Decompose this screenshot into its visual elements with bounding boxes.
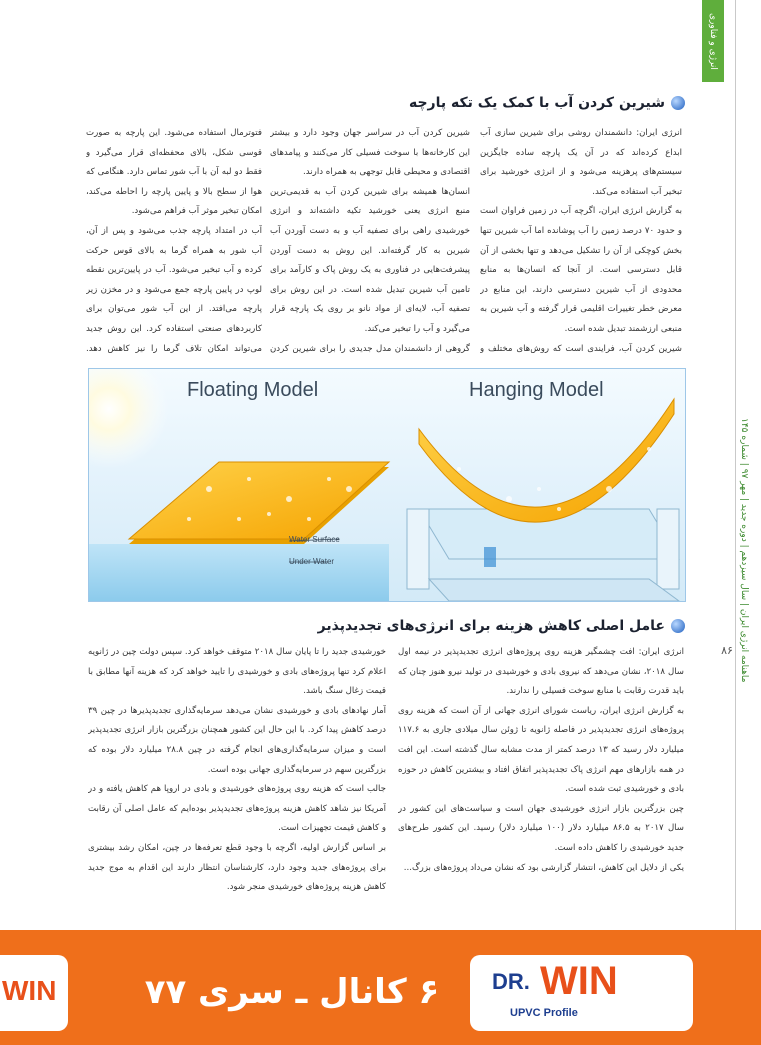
hanging-model-title: Hanging Model	[469, 379, 604, 401]
article1-column-left	[86, 124, 262, 358]
tank-right-wall	[657, 509, 679, 589]
left-logo-text: WIN	[2, 975, 57, 1006]
water-body	[89, 544, 389, 601]
article1-title: شیرین کردن آب با کمک یک تکه پارچه	[408, 95, 665, 111]
bullet-globe-icon	[671, 96, 685, 110]
floating-hanging-model-figure	[88, 368, 686, 602]
paragraph: خورشیدی جدید را تا پایان سال ۲۰۱۸ متوقف خواهد کرد. سپس دولت چین در ژانویه اعلام کرد تنها پروژه‌های بادی و خورشیدی را تایید خواهد کرد که هزینه آنها مطابق با قیمت زغال سنگ باشد.	[88, 647, 386, 697]
logo-prefix: DR.	[492, 969, 530, 994]
paragraph: شیرین کردن آب در سراسر جهان وجود دارد و بیشتر این کارخانه‌ها با سوخت فسیلی کار می‌کنند و پیامدهای اقتصادی و محیطی قابل توجهی به همراه دارند.	[270, 128, 470, 178]
paragraph: جالب است که هزینه روی پروژه‌های خورشیدی و بادی در اروپا هم کاهش یافته و در آمریکا نیز شاهد کاهش هزینه پروژه‌های تجدیدپذیر بوده‌ایم که عامل اصلی آن رقابت و کاهش قیمت تجهیزات است.	[88, 784, 386, 834]
paragraph: گروهی از دانشمندان مدل جدیدی را برای شیرین کردن	[270, 343, 470, 354]
paragraph: انرژی ایران: افت چشمگیر هزینه روی پروژه‌های انرژی تجدیدپذیر در نیمه اول سال ۲۰۱۸، نشان می‌دهد که نیروی بادی و خورشیدی در تولید نیرو هنوز چنان که باید قدرت رقابت با منابع سوخت فسیلی را ندارند.	[398, 647, 684, 697]
section-tab: انرژی و فناوری	[702, 0, 724, 82]
article2-column-right	[398, 643, 684, 925]
article1-column-right	[480, 124, 682, 358]
paragraph: به گزارش انرژی ایران، ریاست شورای انرژی جهانی از آن است که هزینه روی پروژه‌های انرژی تجدیدپذیر در فاصله ژانویه تا ژوئن سال میلادی جاری به ۱۱۷.۶ میلیارد دلار رسید که ۱۳ درصد کمتر از مدت مشابه سال گذشته است. این افت در همه بازارهای مهم انرژی پاک تجدیدپذیر اتفاق افتاد و بیشترین کاهش در حوزه بادی و خورشیدی ثبت شده است.	[398, 705, 684, 795]
sun-glare	[89, 369, 169, 469]
paragraph: آمار نهادهای بادی و خورشیدی نشان می‌دهد سرمایه‌گذاری تجدیدپذیرها در چین ۳۹ درصد کاهش پیدا کرد. با این حال این کشور همچنان بزرگترین بازار انرژی تجدیدپذیر است و میزان سرمایه‌گذاری‌های انجام گرفته در چین ۲۸.۸ میلیارد دلار بوده که بزرگترین سهم در سرمایه‌گذاری جهانی بوده است.	[88, 705, 386, 775]
logo-subtitle: UPVC Profile	[510, 1007, 578, 1019]
article2-column-left	[88, 643, 386, 925]
paragraph: انرژی ایران: دانشمندان روشی برای شیرین سازی آب ابداع کرده‌اند که در آن یک پارچه ساده جایگزین سیستم‌های پرهزینه می‌شود و از انرژی خورشید برای تبخیر آب استفاده می‌کند.	[480, 128, 682, 197]
magazine-issue-label: ماهنامه انرژی ایران | سال سیزدهم | دوره جدید | مهر ۹۷ | شماره ۱۴۵	[739, 417, 749, 683]
water-surface-label: Water Surface	[289, 535, 340, 544]
left-brand-logo	[0, 955, 68, 1031]
paragraph: بر اساس گزارش اولیه، اگرچه با وجود قطع تعرفه‌ها در چین، امکان رشد بیشتری برای پروژه‌های جدید وجود دارد، کارشناسان انتظار دارند این اقدام به موج جدید کاهش هزینه پروژه‌های خورشیدی منجر شود.	[88, 842, 386, 893]
article1-column-middle	[270, 124, 470, 358]
article2-title: عامل اصلی کاهش هزینه برای انرژی‌های تجدیدپذیر	[317, 618, 665, 634]
paragraph: شیرین کردن آب، فرایندی است که روش‌های مختلف و	[480, 343, 682, 354]
drwin-logo	[470, 955, 693, 1031]
bullet-globe-icon	[671, 619, 685, 633]
page-number: ۸۶	[721, 644, 733, 657]
paragraph: چین بزرگترین بازار انرژی خورشیدی جهان است و سیاست‌های این کشور در سال ۲۰۱۷ به ۸۶.۵ میلیارد دلار (۱۰۰ میلیارد دلار) رسید. این کشور طرح‌های جدید خورشیدی را کاهش داده است.	[398, 803, 684, 853]
model-illustration	[89, 369, 685, 601]
tank-base	[429, 579, 679, 601]
article1-heading	[300, 92, 685, 114]
article2-heading	[300, 615, 685, 637]
footer-slogan: ۶ کانال ـ سری ۷۷	[144, 972, 440, 1012]
paragraph: یکی از دلایل این کاهش، انتشار گزارشی بود که نشان می‌داد پروژه‌های بزرگ...	[403, 862, 684, 873]
logo-name: WIN	[540, 959, 618, 1003]
hanging-cloth	[419, 399, 674, 522]
under-water-label: Under Water	[289, 557, 335, 566]
paragraph: به گزارش انرژی ایران، اگرچه آب در زمین فراوان است و حدود ۷۰ درصد زمین را آب پوشانده اما آب شیرین تنها بخش کوچکی از آن را تشکیل می‌دهد و تنها بخشی از آن قابل دسترسی است. از آنجا که انسان‌ها به منابع محدودی از آب شیرین دسترسی دارند، این منابع در معرض خطر تغییرات اقلیمی قرار گرفته و آب شیرین به منبعی ارزشمند تبدیل شده است.	[480, 206, 682, 334]
paragraph: فتوترمال استفاده می‌شود. این پارچه به صورت قوسی شکل، بالای محفظه‌ای قرار می‌گیرد و فقط دو لبه آن با آب شور تماس دارد. هنگامی که هوا از سطح بالا و پایین پارچه را احاطه می‌کند، امکان تبخیر موثر آب فراهم می‌شود.	[86, 128, 262, 217]
tank-left-wall	[407, 509, 429, 589]
paragraph: آب در امتداد پارچه جذب می‌شود و پس از آن، آب شور به همراه گرما به بالای قوس حرکت کرده و آب تبخیر می‌شود. آب در پایین‌ترین نقطه لوپ در پایین پارچه جمع می‌شود و در مخزن زیر پارچه می‌افتد. از این آب شور می‌توان برای کاربردهای صنعتی استفاده کرد. این روش جدید می‌تواند امکان تلاف گرما را نیز کاهش دهد.	[86, 225, 262, 354]
floating-model-title: Floating Model	[187, 379, 319, 401]
paragraph: انسان‌ها همیشه برای شیرین کردن آب به قدیمی‌ترین منبع انرژی یعنی خورشید تکیه داشته‌اند و انرژی خورشیدی راهی برای تصفیه آب و به دست آوردن آب شیرین به کار گرفته‌اند. این روش به دست آوردن پیشرفت‌هایی در فناوری به یک روش پاک و کارآمد برای تامین آب شیرین تبدیل شده است. در این روش برای تصفیه آب، لایه‌ای از مواد نانو بر روی یک پارچه قرار می‌گیرد و آب را تبخیر می‌کند.	[270, 186, 470, 334]
drip-stream	[484, 547, 496, 567]
